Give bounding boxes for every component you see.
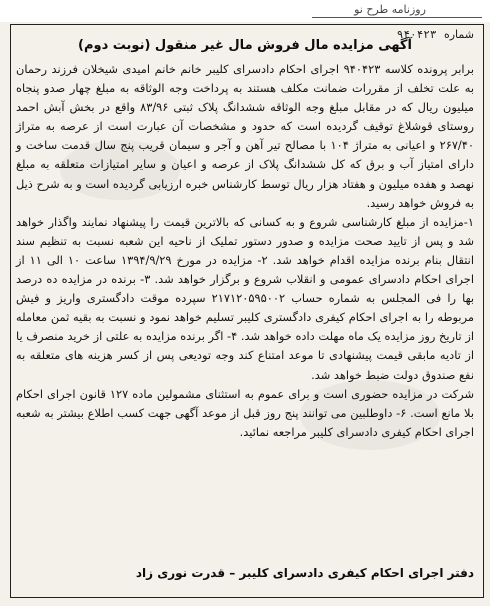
notice-body bbox=[16, 60, 474, 442]
reference-label: شماره bbox=[443, 28, 474, 41]
newspaper-header: روزنامه طرح نو bbox=[312, 2, 482, 18]
paragraph-auction-terms: ۱-مزایده از مبلغ کارشناسی شروع و به کسانی که بالاترین قیمت را پیشنهاد نمایند واگذار خواهد شد و پس از تایید صحت مزایده و صدور دستور تملیک از ناحیه این شعبه نسبت به تنظیم سند انتقال بنام برنده مزایده اقدام خواهد شد. ۲- مزایده در مورخ ۱۳۹۴/۹/۲۹ ساعت ۱۰ الی ۱۱ از اجرای احکام دادسرای عمومی و انقلاب شروع و برگزار خواهد شد. ۳- برنده در مزایده ده درصد بها را فی المجلس به شماره حساب ۲۱۷۱۲۰۵۹۵۰۰۲ سپرده موقت دادگستری واریز و فیش مربوطه را به اجرای احکام کیفری دادگستری کلیبر تسلیم خواهد نمود و نسبت به بقیه ثمن معامله از تاریخ روز مزایده یک ماه مهلت داده خواهد شد. ۴- اگر برنده مزایده به علتی از خرید منصرف یا از تادیه مابقی قیمت پیشنهادی تا موعد امتناع کند وجه تودیعی پس از کسر هزینه های متعلقه به نفع صندوق دولت ضبط خواهد شد. bbox=[16, 214, 475, 382]
reference-value: ۹۴۰۴۲۳ bbox=[396, 28, 437, 41]
paragraph-participation: شرکت در مزایده حضوری است و برای عموم به استثنای مشمولین ماده ۱۲۷ قانون اجرای احکام بلا مانع است. ۶- داوطلبین می توانند پنج روز قبل از موعد آگهی جهت کسب اطلاع بیشتر به شعبه اجرای احکام کیفری دادسرای کلیبر مراجعه نمائید. bbox=[16, 386, 474, 439]
notice-signature: دفتر اجرای احکام کیفری دادسرای کلیبر – قدرت نوری زاد bbox=[135, 566, 474, 580]
paragraph-property-description: برابر پرونده کلاسه ۹۴۰۴۲۳ اجرای احکام دادسرای کلیبر خانم خانم امیدی شیخلان فرزند رحمان به علت تخلف از مقررات ضمانت مکلف هستند به پرداخت وجه الوثاقه به مبلغ چهار صدو پنجاه میلیون ریال که در مقابل مبلغ وجه الوثاقه ششدانگ پلاک ثبتی ۸۳/۹۶ واقع در بخش آبش احمد روستای قوشلاغ توقیف گردیده است که حدود و مشخصات آن عبارت است از عرصه به متراژ ۲۶۷/۴۰ و اعیانی به متراژ ۱۰۴ با مصالح تیر آهن و آجر و سیمان قریب پنج سال قدمت ساخت و دارای امتیاز آب و برق که کل ششدانگ پلاک از عرصه و اعیان و سایر امتیازات متعلقه به مبلغ نهصد و هفده میلیون و هفتاد هزار ریال توسط کارشناس خبره ارزیابی گردیده است و به شرح ذیل به فروش خواهد رسید. bbox=[16, 62, 475, 210]
notice-title: آگهی مزایده مال فروش مال غیر منقول (نوبت دوم) bbox=[78, 38, 412, 53]
